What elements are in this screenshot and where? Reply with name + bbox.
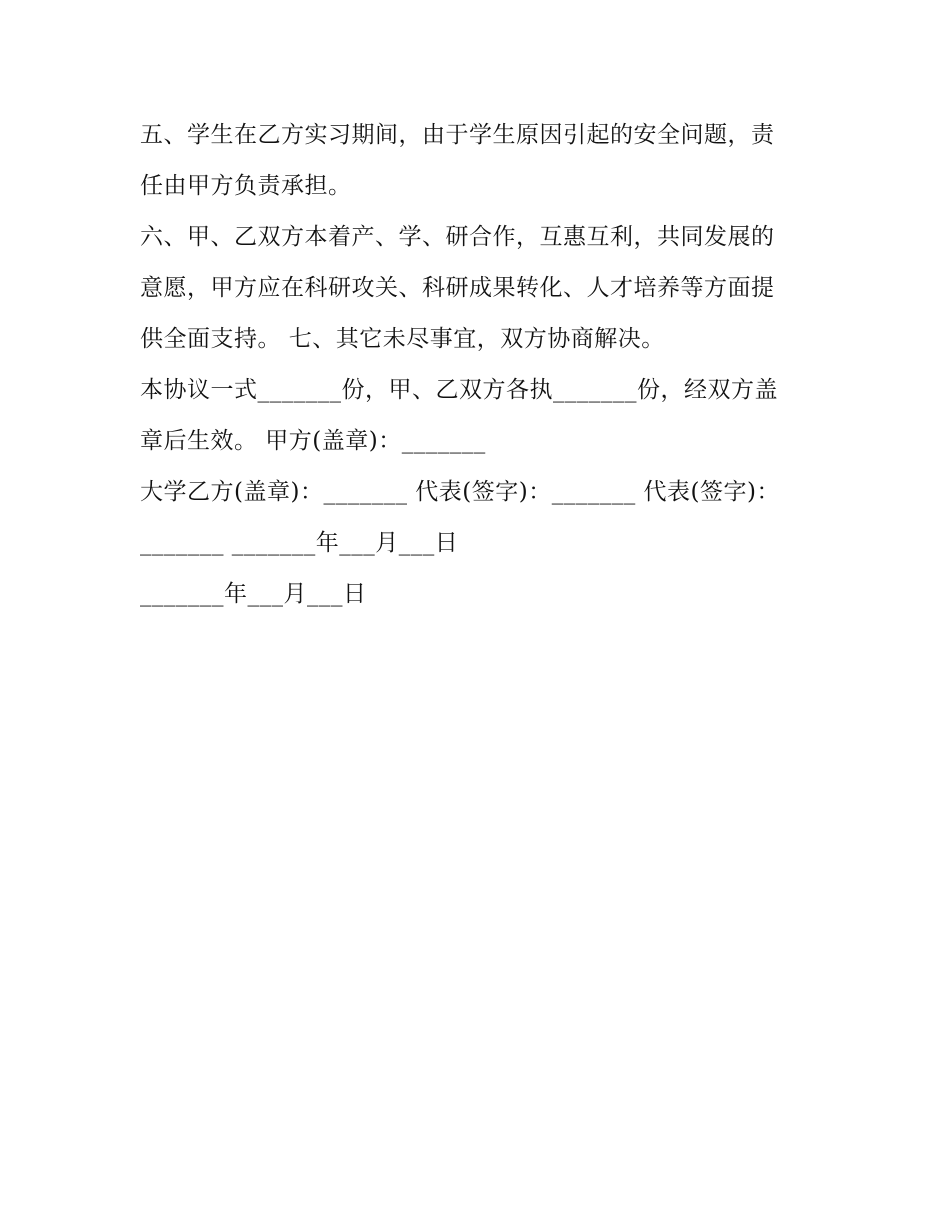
copies-line-1: 本协议一式_______份，甲、乙双方各执_______份，经双方盖 xyxy=(140,377,778,403)
clause-6-7-line: 供全面支持。 七、其它未尽事宜，双方协商解决。 xyxy=(140,326,665,352)
date-line-2: _______年___月___日 xyxy=(140,581,367,607)
signature-line: 大学乙方(盖章)：_______ 代表(签字)：_______ 代表(签字)： xyxy=(140,479,780,505)
clause-6-line-1: 六、甲、乙双方本着产、学、研合作，互惠互利，共同发展的 xyxy=(140,224,775,250)
date-line-1: _______ _______年___月___日 xyxy=(140,530,459,556)
clause-5-line-2: 任由甲方负责承担。 xyxy=(140,173,352,199)
clause-6-line-2: 意愿，甲方应在科研攻关、科研成果转化、人才培养等方面提 xyxy=(140,275,775,301)
copies-line-2: 章后生效。 甲方(盖章)：_______ xyxy=(140,428,486,454)
document-body xyxy=(140,110,820,620)
clause-5-line-1: 五、学生在乙方实习期间，由于学生原因引起的安全问题，责 xyxy=(140,122,775,148)
